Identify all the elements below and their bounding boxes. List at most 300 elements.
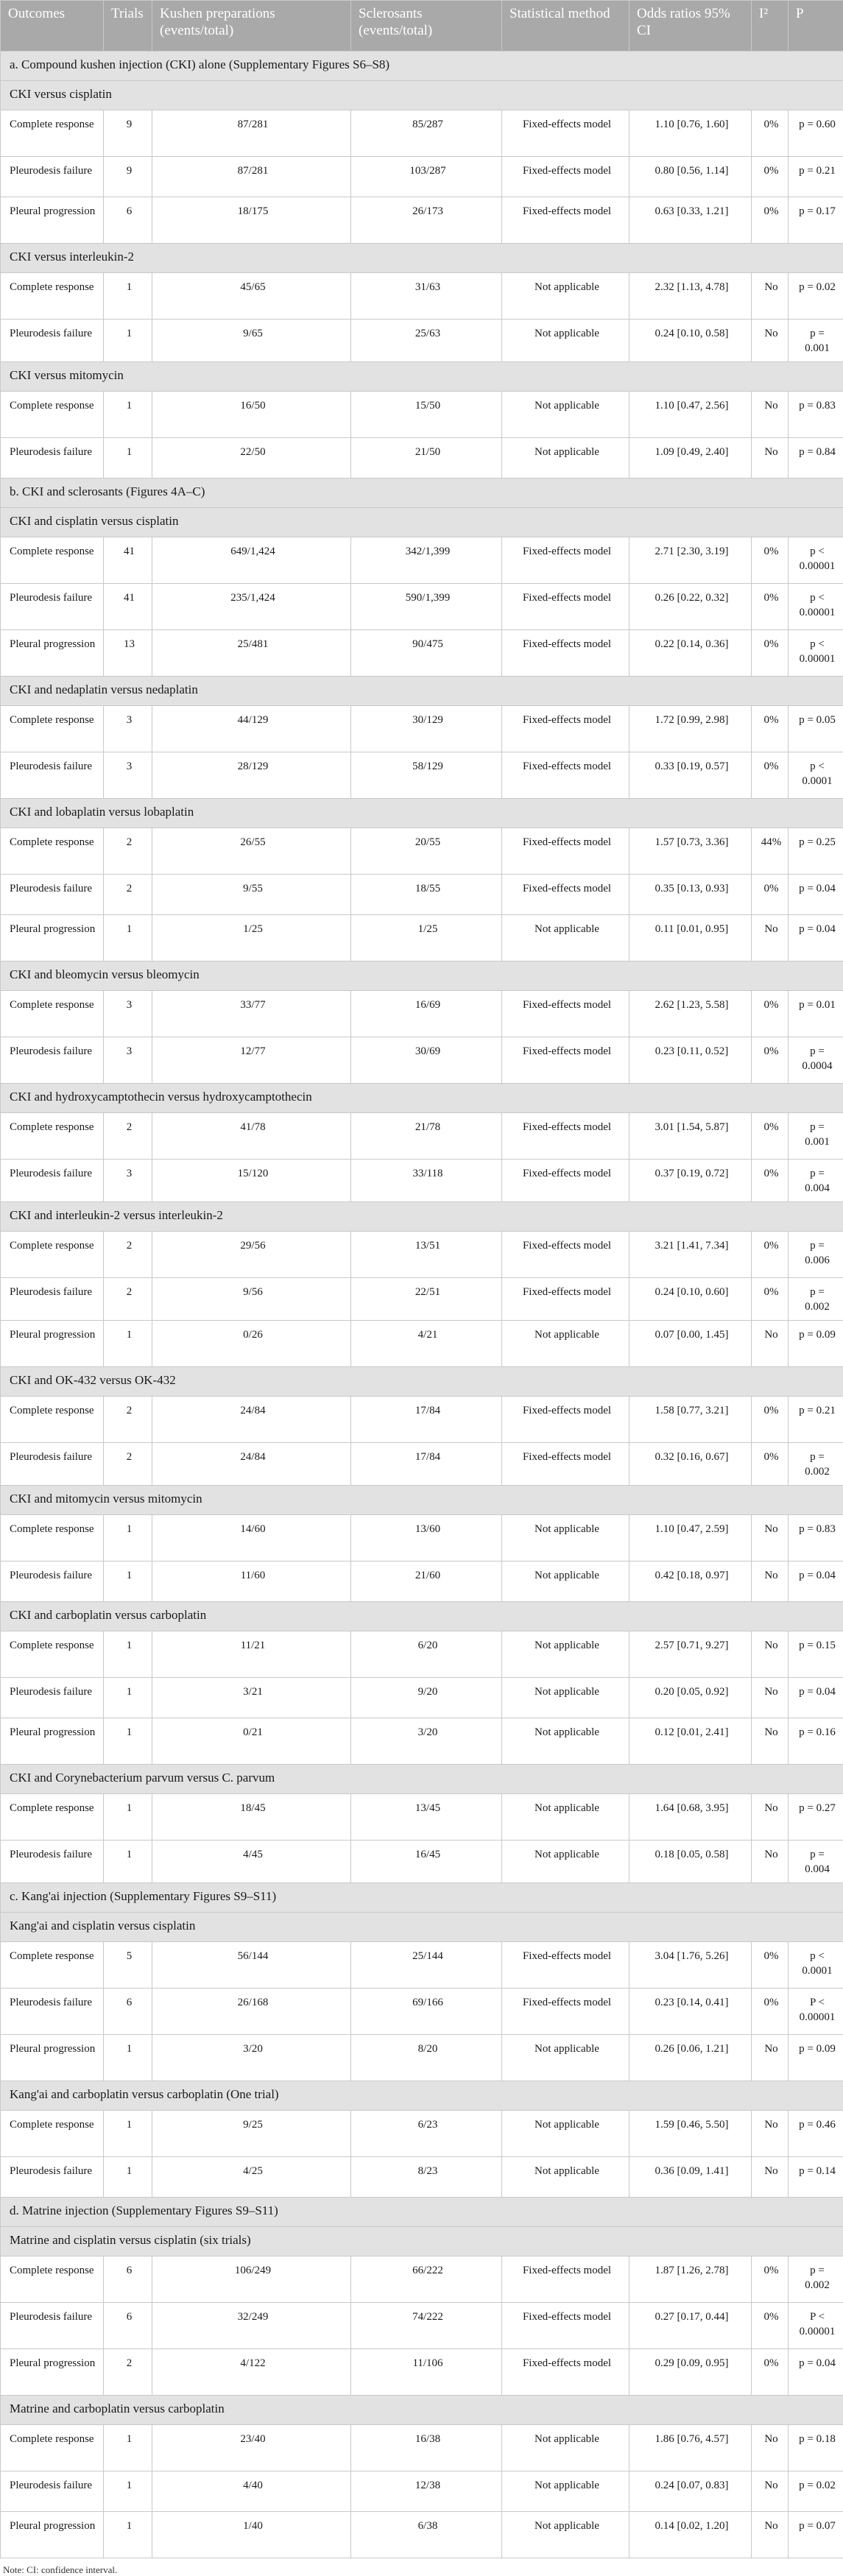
cell-trials: 3 [104,991,152,1037]
cell-i2: No [752,2157,789,2198]
cell-kushen: 106/249 [152,2256,351,2303]
cell-trials: 6 [104,1989,152,2035]
cell-sclerosants: 22/51 [351,1278,502,1321]
cell-trials: 3 [104,706,152,752]
cell-kushen: 14/60 [152,1515,351,1562]
cell-i2: 0% [752,584,789,630]
cell-i2: 0% [752,1160,789,1202]
cell-odds-ratio: 1.64 [0.68, 3.95] [629,1794,752,1841]
cell-trials: 1 [104,1841,152,1883]
cell-kushen: 15/120 [152,1160,351,1202]
cell-kushen: 45/65 [152,273,351,320]
cell-i2: 0% [752,1989,789,2035]
section-heading-row [1,1883,843,1913]
table-row [1,630,843,677]
cell-odds-ratio: 0.37 [0.19, 0.72] [629,1160,752,1202]
cell-i2: No [752,392,789,438]
subsection-heading: Kang'ai and cisplatin versus cisplatin [1,1913,843,1942]
cell-sclerosants: 74/222 [351,2303,502,2349]
cell-i2: 0% [752,1397,789,1443]
cell-outcome: Pleurodesis failure [1,1841,104,1883]
cell-trials: 1 [104,1321,152,1367]
cell-odds-ratio: 2.32 [1.13, 4.78] [629,273,752,320]
cell-kushen: 33/77 [152,991,351,1037]
cell-odds-ratio: 0.80 [0.56, 1.14] [629,157,752,197]
cell-sclerosants: 21/60 [351,1562,502,1602]
subsection-heading-row [1,1913,843,1942]
cell-kushen: 24/84 [152,1397,351,1443]
subsection-heading-row [1,1486,843,1515]
cell-trials: 1 [104,273,152,320]
cell-kushen: 26/168 [152,1989,351,2035]
cell-kushen: 32/249 [152,2303,351,2349]
cell-sclerosants: 15/50 [351,392,502,438]
cell-method: Not applicable [502,1678,629,1718]
cell-trials: 1 [104,2512,152,2558]
cell-outcome: Pleurodesis failure [1,584,104,630]
cell-i2: 0% [752,2349,789,2396]
subsection-heading: CKI versus mitomycin [1,362,843,392]
cell-kushen: 9/65 [152,320,351,362]
cell-odds-ratio: 0.12 [0.01, 2.41] [629,1718,752,1765]
cell-p: p = 0.15 [789,1631,843,1678]
table-row [1,1678,843,1718]
cell-trials: 1 [104,1515,152,1562]
cell-i2: No [752,2425,789,2471]
cell-p: p < 0.00001 [789,630,843,677]
header-outcomes: Outcomes [1,1,104,52]
cell-kushen: 24/84 [152,1443,351,1486]
cell-odds-ratio: 3.21 [1.41, 7.34] [629,1232,752,1278]
cell-p: p = 0.46 [789,2111,843,2157]
cell-trials: 13 [104,630,152,677]
cell-i2: 0% [752,1278,789,1321]
cell-i2: No [752,1718,789,1765]
cell-odds-ratio: 0.18 [0.05, 0.58] [629,1841,752,1883]
cell-p: p = 0.002 [789,2256,843,2303]
subsection-heading-row [1,799,843,828]
cell-kushen: 22/50 [152,438,351,479]
cell-odds-ratio: 0.07 [0.00, 1.45] [629,1321,752,1367]
cell-method: Fixed-effects model [502,828,629,875]
cell-trials: 2 [104,1113,152,1160]
subsection-heading: CKI and lobaplatin versus lobaplatin [1,799,843,828]
cell-outcome: Pleurodesis failure [1,1160,104,1202]
table-row [1,2035,843,2081]
cell-sclerosants: 9/20 [351,1678,502,1718]
cell-kushen: 1/40 [152,2512,351,2558]
table-row [1,1794,843,1841]
cell-p: P < 0.00001 [789,2303,843,2349]
cell-sclerosants: 18/55 [351,875,502,915]
cell-outcome: Pleurodesis failure [1,2157,104,2198]
table-row [1,1631,843,1678]
cell-sclerosants: 13/51 [351,1232,502,1278]
cell-p: p = 0.0004 [789,1037,843,1084]
cell-odds-ratio: 0.36 [0.09, 1.41] [629,2157,752,2198]
cell-odds-ratio: 0.26 [0.06, 1.21] [629,2035,752,2081]
cell-trials: 1 [104,2035,152,2081]
cell-method: Fixed-effects model [502,706,629,752]
subsection-heading-row [1,2081,843,2111]
cell-i2: 0% [752,2303,789,2349]
cell-trials: 1 [104,1562,152,1602]
table-note: Note: CI: confidence interval. [0,2558,843,2576]
subsection-heading: CKI and interleukin-2 versus interleukin-2 [1,1202,843,1232]
cell-method: Not applicable [502,2471,629,2512]
cell-outcome: Pleural progression [1,2512,104,2558]
cell-trials: 1 [104,392,152,438]
subsection-heading-row [1,677,843,706]
subsection-heading-row [1,961,843,991]
cell-method: Not applicable [502,1321,629,1367]
table-row [1,1989,843,2035]
cell-p: p = 0.60 [789,110,843,157]
header-p: P [789,1,843,52]
cell-p: p = 0.21 [789,157,843,197]
cell-outcome: Pleurodesis failure [1,1443,104,1486]
cell-p: p = 0.04 [789,875,843,915]
cell-method: Fixed-effects model [502,537,629,584]
subsection-heading-row [1,1765,843,1794]
cell-method: Fixed-effects model [502,1443,629,1486]
cell-method: Fixed-effects model [502,1942,629,1989]
cell-sclerosants: 21/50 [351,438,502,479]
table-row [1,1321,843,1367]
cell-kushen: 235/1,424 [152,584,351,630]
subsection-heading-row [1,362,843,392]
cell-outcome: Pleurodesis failure [1,752,104,799]
cell-p: p = 0.09 [789,2035,843,2081]
table-row [1,1515,843,1562]
cell-odds-ratio: 3.01 [1.54, 5.87] [629,1113,752,1160]
cell-odds-ratio: 0.20 [0.05, 0.92] [629,1678,752,1718]
cell-i2: No [752,2111,789,2157]
cell-sclerosants: 3/20 [351,1718,502,1765]
cell-outcome: Pleurodesis failure [1,1278,104,1321]
subsection-heading: Matrine and carboplatin versus carboplatin [1,2396,843,2425]
cell-outcome: Complete response [1,1631,104,1678]
cell-outcome: Pleurodesis failure [1,1989,104,2035]
cell-p: p < 0.0001 [789,752,843,799]
cell-method: Not applicable [502,438,629,479]
subsection-heading: CKI and cisplatin versus cisplatin [1,508,843,537]
table-row [1,197,843,244]
cell-kushen: 12/77 [152,1037,351,1084]
cell-outcome: Pleural progression [1,1321,104,1367]
cell-kushen: 3/21 [152,1678,351,1718]
cell-p: p = 0.09 [789,1321,843,1367]
cell-sclerosants: 8/20 [351,2035,502,2081]
cell-kushen: 4/122 [152,2349,351,2396]
cell-method: Fixed-effects model [502,1397,629,1443]
table-row [1,1562,843,1602]
header-trials: Trials [104,1,152,52]
cell-trials: 2 [104,828,152,875]
cell-method: Fixed-effects model [502,752,629,799]
cell-outcome: Pleurodesis failure [1,438,104,479]
cell-kushen: 11/21 [152,1631,351,1678]
table-row [1,2157,843,2198]
cell-i2: 0% [752,875,789,915]
cell-p: p < 0.0001 [789,1942,843,1989]
cell-p: p = 0.84 [789,438,843,479]
cell-i2: No [752,1631,789,1678]
table-row [1,438,843,479]
cell-trials: 3 [104,1037,152,1084]
cell-method: Not applicable [502,1562,629,1602]
cell-i2: No [752,1321,789,1367]
cell-i2: 0% [752,537,789,584]
cell-trials: 2 [104,1397,152,1443]
table-row [1,875,843,915]
cell-trials: 2 [104,1278,152,1321]
cell-sclerosants: 25/63 [351,320,502,362]
cell-p: p = 0.04 [789,1678,843,1718]
cell-sclerosants: 6/23 [351,2111,502,2157]
cell-outcome: Pleural progression [1,915,104,961]
cell-odds-ratio: 2.57 [0.71, 9.27] [629,1631,752,1678]
cell-i2: 0% [752,2256,789,2303]
table-row [1,320,843,362]
cell-outcome: Complete response [1,991,104,1037]
cell-method: Fixed-effects model [502,2303,629,2349]
cell-method: Fixed-effects model [502,875,629,915]
table-body [1,52,843,2558]
cell-sclerosants: 90/475 [351,630,502,677]
cell-p: p = 0.02 [789,273,843,320]
cell-outcome: Complete response [1,2111,104,2157]
cell-odds-ratio: 1.57 [0.73, 3.36] [629,828,752,875]
subsection-heading-row [1,1367,843,1397]
cell-odds-ratio: 2.62 [1.23, 5.58] [629,991,752,1037]
cell-outcome: Complete response [1,1397,104,1443]
cell-outcome: Pleurodesis failure [1,157,104,197]
cell-kushen: 1/25 [152,915,351,961]
header-row [1,1,843,52]
cell-p: p = 0.14 [789,2157,843,2198]
cell-sclerosants: 16/38 [351,2425,502,2471]
cell-kushen: 87/281 [152,157,351,197]
cell-i2: No [752,1678,789,1718]
cell-sclerosants: 342/1,399 [351,537,502,584]
cell-outcome: Pleural progression [1,2349,104,2396]
cell-i2: 0% [752,1942,789,1989]
table-row [1,991,843,1037]
cell-sclerosants: 17/84 [351,1443,502,1486]
cell-trials: 3 [104,1160,152,1202]
cell-kushen: 16/50 [152,392,351,438]
cell-p: p = 0.04 [789,1562,843,1602]
cell-odds-ratio: 1.87 [1.26, 2.78] [629,2256,752,2303]
cell-i2: No [752,273,789,320]
cell-trials: 2 [104,875,152,915]
cell-i2: 0% [752,991,789,1037]
cell-outcome: Pleurodesis failure [1,2303,104,2349]
section-heading-row [1,52,843,81]
cell-trials: 1 [104,1678,152,1718]
cell-odds-ratio: 1.09 [0.49, 2.40] [629,438,752,479]
cell-i2: 44% [752,828,789,875]
cell-method: Not applicable [502,2425,629,2471]
section-heading: b. CKI and sclerosants (Figures 4A–C) [1,479,843,508]
cell-trials: 6 [104,197,152,244]
subsection-heading-row [1,244,843,273]
section-heading-row [1,479,843,508]
cell-trials: 6 [104,2303,152,2349]
header-sclerosants: Sclerosants (events/total) [351,1,502,52]
table-row [1,2471,843,2512]
cell-outcome: Complete response [1,706,104,752]
cell-outcome: Pleurodesis failure [1,2471,104,2512]
subsection-heading: CKI and hydroxycamptothecin versus hydroxycamptothecin [1,1084,843,1113]
cell-trials: 1 [104,915,152,961]
cell-trials: 5 [104,1942,152,1989]
cell-method: Fixed-effects model [502,1232,629,1278]
cell-i2: 0% [752,1232,789,1278]
cell-p: p = 0.02 [789,2471,843,2512]
table-row [1,1443,843,1486]
cell-p: p = 0.83 [789,1515,843,1562]
cell-trials: 41 [104,584,152,630]
cell-p: p = 0.18 [789,2425,843,2471]
cell-sclerosants: 13/45 [351,1794,502,1841]
table-row [1,1397,843,1443]
cell-odds-ratio: 0.29 [0.09, 0.95] [629,2349,752,2396]
cell-p: P < 0.00001 [789,1989,843,2035]
cell-sclerosants: 26/173 [351,197,502,244]
cell-p: p = 0.004 [789,1841,843,1883]
cell-outcome: Complete response [1,1942,104,1989]
cell-sclerosants: 30/69 [351,1037,502,1084]
cell-i2: 0% [752,157,789,197]
cell-trials: 9 [104,157,152,197]
cell-i2: No [752,2512,789,2558]
cell-trials: 2 [104,1232,152,1278]
table-row [1,828,843,875]
cell-kushen: 26/55 [152,828,351,875]
table-row [1,1037,843,1084]
cell-odds-ratio: 1.10 [0.47, 2.56] [629,392,752,438]
cell-sclerosants: 69/166 [351,1989,502,2035]
cell-kushen: 3/20 [152,2035,351,2081]
cell-outcome: Pleurodesis failure [1,1562,104,1602]
subsection-heading-row [1,1084,843,1113]
cell-sclerosants: 6/20 [351,1631,502,1678]
cell-sclerosants: 590/1,399 [351,584,502,630]
cell-outcome: Pleural progression [1,2035,104,2081]
cell-method: Fixed-effects model [502,1989,629,2035]
cell-trials: 1 [104,320,152,362]
cell-i2: No [752,915,789,961]
cell-odds-ratio: 0.24 [0.07, 0.83] [629,2471,752,2512]
cell-sclerosants: 4/21 [351,1321,502,1367]
cell-p: p = 0.16 [789,1718,843,1765]
cell-p: p = 0.04 [789,915,843,961]
cell-trials: 1 [104,2471,152,2512]
cell-sclerosants: 33/118 [351,1160,502,1202]
cell-odds-ratio: 0.42 [0.18, 0.97] [629,1562,752,1602]
cell-method: Fixed-effects model [502,584,629,630]
cell-odds-ratio: 0.11 [0.01, 0.95] [629,915,752,961]
cell-kushen: 56/144 [152,1942,351,1989]
cell-kushen: 29/56 [152,1232,351,1278]
cell-method: Fixed-effects model [502,1278,629,1321]
cell-sclerosants: 30/129 [351,706,502,752]
cell-odds-ratio: 1.59 [0.46, 5.50] [629,2111,752,2157]
cell-method: Not applicable [502,2111,629,2157]
cell-method: Not applicable [502,2157,629,2198]
cell-method: Not applicable [502,2035,629,2081]
cell-sclerosants: 103/287 [351,157,502,197]
cell-p: p = 0.05 [789,706,843,752]
cell-kushen: 28/129 [152,752,351,799]
cell-p: p = 0.002 [789,1443,843,1486]
cell-trials: 1 [104,2157,152,2198]
cell-p: p = 0.002 [789,1278,843,1321]
cell-outcome: Complete response [1,828,104,875]
cell-i2: No [752,2035,789,2081]
cell-i2: 0% [752,197,789,244]
table-row [1,915,843,961]
cell-method: Not applicable [502,273,629,320]
cell-p: p = 0.17 [789,197,843,244]
cell-i2: 0% [752,1443,789,1486]
cell-odds-ratio: 0.23 [0.11, 0.52] [629,1037,752,1084]
cell-trials: 1 [104,2425,152,2471]
cell-trials: 1 [104,1794,152,1841]
cell-kushen: 18/45 [152,1794,351,1841]
cell-outcome: Complete response [1,1794,104,1841]
subsection-heading: CKI and bleomycin versus bleomycin [1,961,843,991]
cell-sclerosants: 85/287 [351,110,502,157]
cell-i2: No [752,1515,789,1562]
subsection-heading: Kang'ai and carboplatin versus carboplatin (One trial) [1,2081,843,2111]
cell-i2: 0% [752,1113,789,1160]
cell-kushen: 23/40 [152,2425,351,2471]
cell-kushen: 9/25 [152,2111,351,2157]
cell-odds-ratio: 1.10 [0.47, 2.59] [629,1515,752,1562]
cell-trials: 3 [104,752,152,799]
cell-sclerosants: 25/144 [351,1942,502,1989]
cell-sclerosants: 1/25 [351,915,502,961]
cell-trials: 1 [104,1631,152,1678]
subsection-heading: Matrine and cisplatin versus cisplatin (six trials) [1,2227,843,2256]
cell-method: Not applicable [502,320,629,362]
cell-i2: No [752,438,789,479]
cell-p: p < 0.00001 [789,537,843,584]
cell-i2: No [752,1562,789,1602]
header-i2: I² [752,1,789,52]
cell-outcome: Complete response [1,2256,104,2303]
cell-odds-ratio: 1.72 [0.99, 2.98] [629,706,752,752]
cell-method: Not applicable [502,2512,629,2558]
cell-trials: 1 [104,1718,152,1765]
table-row [1,1232,843,1278]
cell-odds-ratio: 0.33 [0.19, 0.57] [629,752,752,799]
cell-outcome: Complete response [1,1232,104,1278]
subsection-heading-row [1,508,843,537]
cell-odds-ratio: 0.22 [0.14, 0.36] [629,630,752,677]
cell-outcome: Complete response [1,1515,104,1562]
cell-method: Not applicable [502,1515,629,1562]
cell-kushen: 4/25 [152,2157,351,2198]
cell-outcome: Pleurodesis failure [1,320,104,362]
cell-sclerosants: 16/69 [351,991,502,1037]
cell-odds-ratio: 0.35 [0.13, 0.93] [629,875,752,915]
cell-p: p = 0.83 [789,392,843,438]
cell-method: Fixed-effects model [502,630,629,677]
